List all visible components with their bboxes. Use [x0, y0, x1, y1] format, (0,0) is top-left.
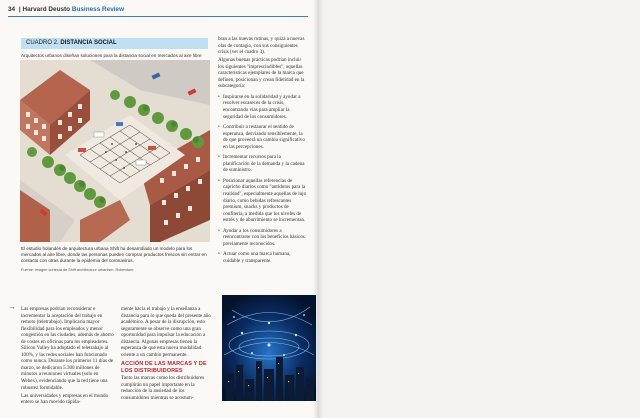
running-header	[8, 6, 124, 13]
city-network-image	[222, 295, 316, 401]
paragraph: bran a las nuevas rutinas, y quizá a nuevas olas de contagio, con sus consiguientes crisis (ver el cuadro 3).	[218, 36, 305, 56]
body-column-1	[21, 306, 115, 407]
paragraph: mente hacia el trabajo y la enseñanza a distancia para lo que queda del presente año académico. A pesar de la disrupción, esto seguramente se observe como una gran oportunidad para impulsar la educación a distancia. Algunas empresas tienen la esperanza de que esta nueva modalidad oriente a un cambio permanente.	[121, 306, 211, 358]
night-city-photo	[222, 295, 316, 401]
paragraph: Las universidades y empresas en el mundo entero se han movido rápida-	[21, 392, 109, 406]
list-item: • Inspirarse en la solidaridad y ayudar a resolver escaseces de la crisis, encontrando vías para ampliar la seguridad de los consumidores.	[218, 94, 308, 120]
bullet-list	[218, 94, 308, 265]
header-rule	[8, 16, 308, 17]
market-illustration	[20, 60, 210, 242]
box-label: CUADRO 2.	[26, 40, 59, 46]
section-heading: ACCIÓN DE LAS MARCAS Y DE LOS DISTRIBUIDORES	[121, 361, 207, 374]
continue-arrow-icon: →	[8, 302, 16, 311]
list-item: • Incrementar recursos para la planificación de la demanda y la cadena de suministro.	[218, 154, 308, 174]
body-column-2	[121, 306, 211, 403]
paragraph: Tanto las marcas como los distribuidores cumplirán un papel importante en la reducción de la ansiedad de los consumidores mientras se acostum-	[121, 375, 205, 401]
body-column-3	[218, 36, 308, 264]
figure-source: Fuente: imagen cortesía de Shift architecture urbanism, Rotterdam.	[21, 268, 135, 272]
box-subtitle: Arquitectos urbanos diseñan soluciones para la distancia social en mercados al aire libre	[21, 53, 202, 58]
aerial-market-drawing	[20, 60, 210, 242]
page-number: 34	[8, 6, 16, 13]
paragraph: Las empresas podrían reconsiderar e incrementar la aceptación del trabajo en remoto (teletrabajo). Implicaría mayor flexibilidad para los empleados y menor congestión en las ciudades, además de ahorro de costes en oficinas para los empleadores. Silicon Valley ha adoptado el teletrabajo al 100%, y las redes sociales han funcionado como nunca. Durante los primeros 11 días de marzo, se dedicaron 5.300 millones de minutos a reuniones virtuales (solo en Webex), evidenciando que la red tiene una robustez formidable.	[21, 306, 114, 391]
box-title	[21, 38, 208, 49]
separator: |	[18, 6, 21, 13]
publication-section: Business Review	[71, 6, 125, 13]
list-item: • Ayudar a los consumidores a reencontrarse con los beneficios básicos previamente reconocidos.	[218, 228, 308, 248]
paragraph: Algunas buenas prácticas podrían incluir los siguientes "imprescindibles", aquellas características ejemplares de la marca que definen, posicionan y crean fidelidad en la subcategoría:	[218, 57, 305, 90]
right-page	[318, 0, 640, 418]
publication-name: Harvard Deusto	[22, 6, 71, 13]
list-item: • Actuar como una marca humana, cuidable y transparente.	[218, 251, 308, 264]
box-heading: DISTANCIA SOCIAL	[60, 40, 117, 46]
list-item: • Posicionar aquellas referencias de capricho diarios como "antídotos para la realidad", especialmente aquellas de lujo diario, como bebidas refrescantes premium, snacks y productos de confitería, a medida que los niveles de estrés y de aburrimiento se incrementan.	[218, 178, 308, 224]
figure-caption: El estudio holandés de arquitectura urbana Shift ha desarrollado un modelo para los mercados al aire libre, donde las personas pueden comprar productos frescos sin entrar en contacto con otras durante la epidemia del coronavirus.	[21, 246, 207, 263]
list-item: • Contribuir a restaurar el sentido de esperanza, desviando sensiblemente, la de que proveerá un cambio significativo en las percepciones.	[218, 124, 308, 150]
